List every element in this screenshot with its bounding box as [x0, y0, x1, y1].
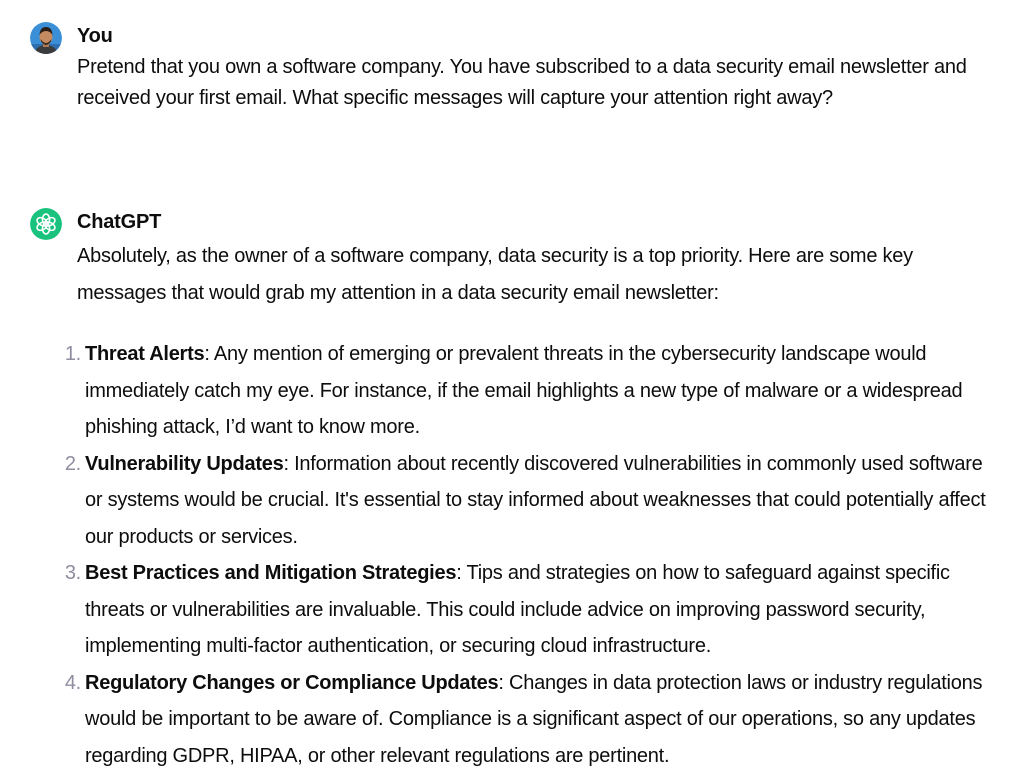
list-item [64, 336, 1004, 446]
list-item-title: Vulnerability Updates [85, 452, 284, 475]
list-item-title: Regulatory Changes or Compliance Updates [85, 671, 499, 694]
user-author-name: You [77, 25, 113, 47]
list-item-body: : Any mention of emerging or prevalent threats in the cybersecurity landscape would immediately catch my eye. For instance, if the email highlights a new type of malware or a widespread phishing attack, I’d want to know more. [85, 343, 963, 438]
assistant-message-content [64, 238, 1004, 774]
list-item-body: : Changes in data protection laws or industry regulations would be important to be aware of. Compliance is a significant aspect of our operations, so any updates regarding GDPR, HIPAA, or other relevant regulations are pertinent. [85, 671, 983, 767]
assistant-intro-text: Absolutely, as the owner of a software company, data security is a top priority. Here are some key messages that would grab my attention in a data security email newsletter: [77, 245, 913, 304]
list-item-body: : Tips and strategies on how to safeguard against specific threats or vulnerabilities are invaluable. This could include advice on improving password security, implementing multi-factor authentication, or securing cloud infrastructure. [85, 562, 950, 657]
user-message-content [77, 52, 1004, 114]
openai-logo-icon [30, 208, 62, 240]
answer-list [64, 336, 1004, 774]
assistant-message-header [30, 206, 1004, 238]
list-item-title: Best Practices and Mitigation Strategies [85, 562, 457, 584]
assistant-message [30, 206, 1004, 774]
user-message-text: Pretend that you own a software company. You have subscribed to a data security email newsletter and received your first email. What specific messages will capture your attention right away? [77, 56, 967, 109]
assistant-author-name: ChatGPT [77, 211, 162, 233]
list-item [64, 446, 1004, 556]
list-item-body: : Information about recently discovered vulnerabilities in commonly used software or systems would be crucial. It's essential to stay informed about weaknesses that could potentially affect our products or services. [85, 452, 986, 548]
list-item-number: 2. [64, 452, 81, 475]
list-item-title: Threat Alerts [85, 343, 205, 365]
user-message [30, 20, 1004, 114]
list-item-number: 3. [64, 562, 81, 584]
user-message-header [30, 20, 1004, 52]
list-item [64, 555, 1004, 665]
list-item-number: 1. [64, 343, 81, 365]
list-item [64, 665, 1004, 775]
user-avatar-icon [30, 22, 62, 54]
list-item-number: 4. [64, 671, 81, 694]
